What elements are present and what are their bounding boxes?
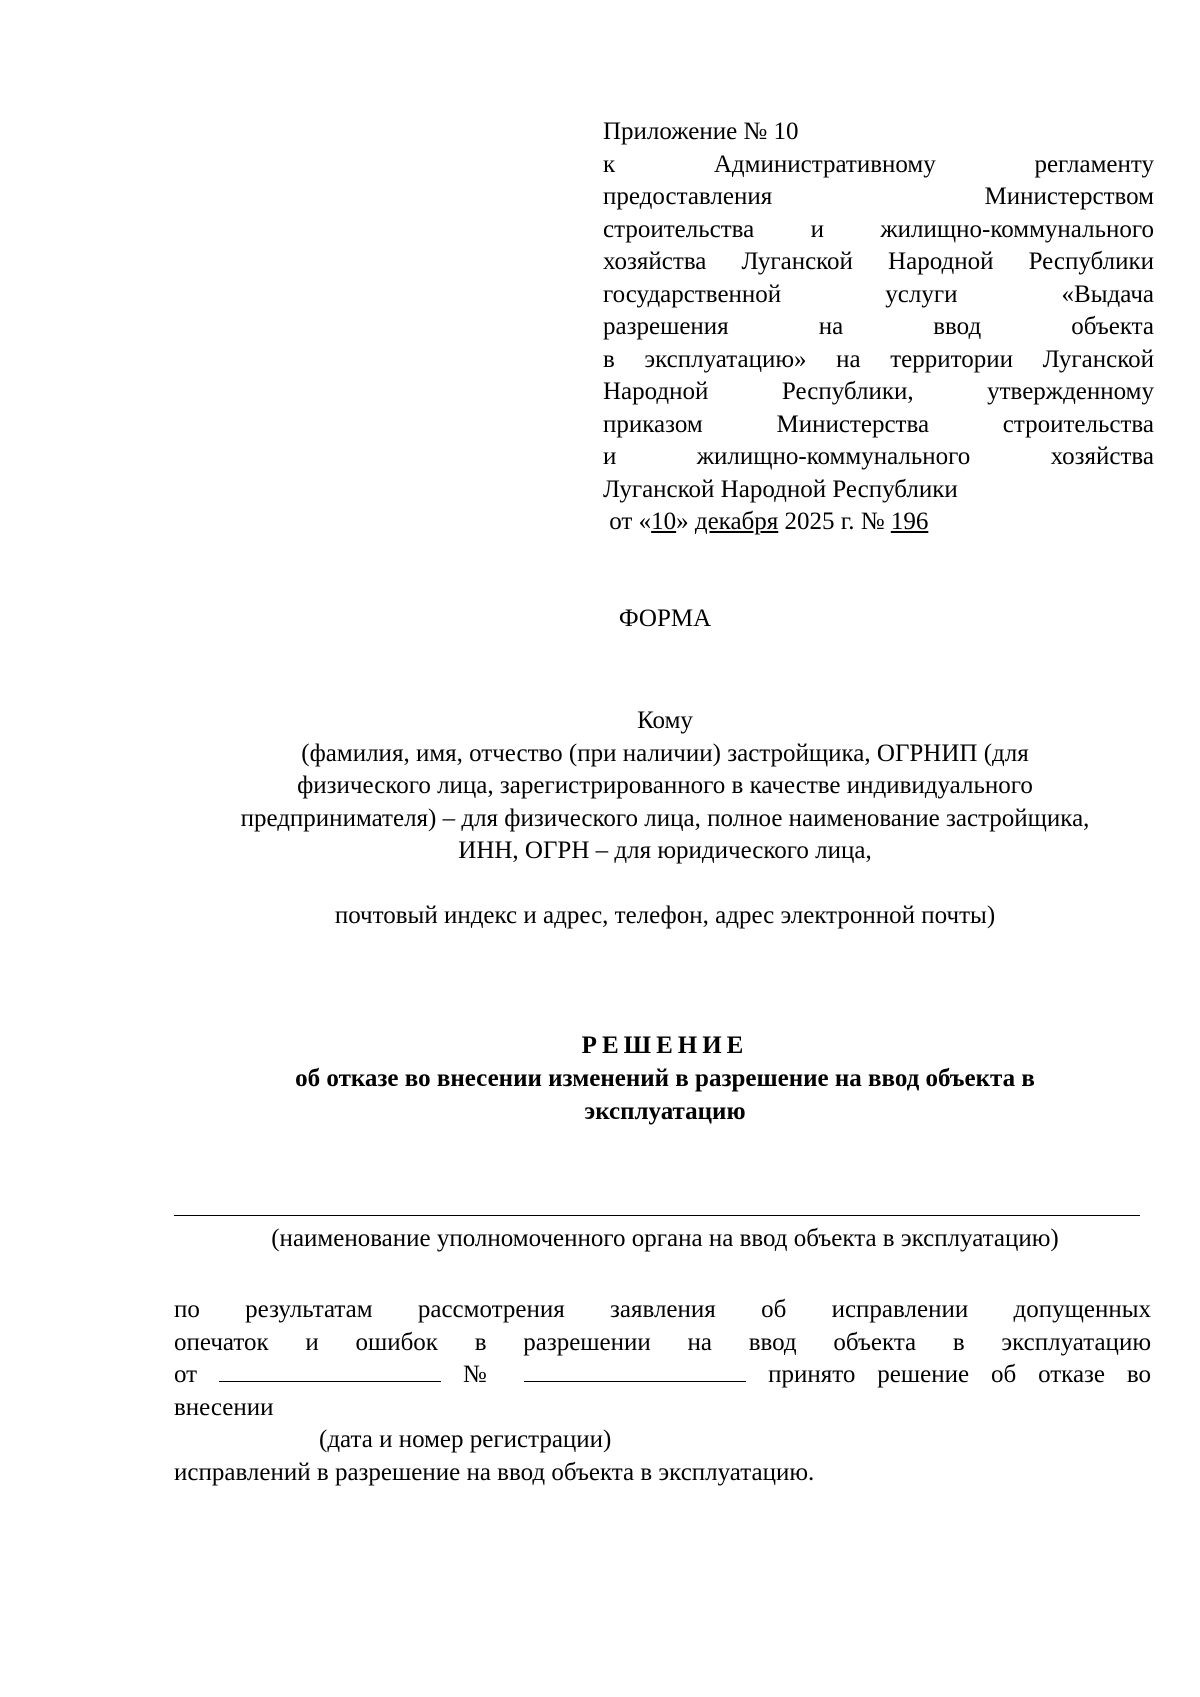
number-label: №: [462, 1361, 503, 1388]
appendix-line: в эксплуатацию» на территории Луганской: [603, 345, 1154, 373]
decision-subtitle: эксплуатацию: [584, 1098, 746, 1125]
body-line-part: принято решение об отказе во: [768, 1361, 1152, 1388]
decision-heading: [150, 1029, 1180, 1128]
appendix-line: приказом Министерства строительства: [603, 410, 1154, 438]
recipient-line: (фамилия, имя, отчество (при наличии) застройщика, ОГРНИП (для: [301, 739, 1029, 767]
recipient-block: [150, 705, 1180, 932]
order-number: 196: [890, 508, 929, 535]
appendix-line: предоставления Министерством: [603, 183, 1154, 210]
from-label: от: [174, 1361, 198, 1388]
body-line-part: в разрешении на ввод объекта в эксплуатацию: [474, 1328, 1151, 1356]
appendix-line: хозяйства Луганской Народной Республики: [603, 248, 1154, 275]
appendix-line: Народной Республики, утвержденному: [603, 378, 1154, 405]
appendix-date-line: [603, 506, 1154, 539]
registration-caption: (дата и номер регистрации): [319, 1426, 612, 1453]
date-prefix: от «: [609, 508, 652, 535]
appendix-block: [603, 116, 1154, 539]
appendix-line: государственной услуги «Выдача: [603, 280, 1154, 308]
body-line: по результатам рассмотрения заявления об исправлении допущенных: [174, 1296, 1151, 1323]
appendix-title: Приложение № 10: [603, 118, 799, 145]
date-separator: »: [676, 508, 695, 535]
date-year: 2025 г. №: [778, 508, 891, 535]
body-line: исправлений в разрешение на ввод объекта в эксплуатацию.: [174, 1458, 815, 1486]
appendix-line: Луганской Народной Республики: [603, 475, 958, 503]
appendix-line: разрешения на ввод объекта: [603, 313, 1154, 340]
body-line-part: опечаток и ошибок: [174, 1328, 438, 1356]
body-line: внесении: [174, 1393, 274, 1421]
recipient-line: ИНН, ОГРН – для юридического лица,: [458, 837, 872, 864]
decision-subtitle: об отказе во внесении изменений в разрешение на ввод объекта в: [295, 1065, 1035, 1092]
organ-caption: (наименование уполномоченного органа на ввод объекта в эксплуатацию): [271, 1225, 1059, 1252]
date-day: 10: [651, 508, 677, 535]
date-month: декабря: [694, 508, 779, 535]
decision-title: РЕШЕНИЕ: [581, 1032, 749, 1059]
appendix-line: строительства и жилищно-коммунального: [603, 215, 1154, 243]
date-blank: [219, 1359, 441, 1382]
appendix-line: к Административному регламенту: [603, 150, 1154, 178]
decision-body: [174, 1294, 1151, 1489]
appendix-line: и жилищно-коммунального хозяйства: [603, 443, 1154, 470]
recipient-line: предпринимателя) – для физического лица, полное наименование застройщика,: [240, 804, 1090, 832]
body-line-with-blanks: [174, 1359, 1151, 1392]
forma-label: ФОРМА: [618, 605, 712, 632]
recipient-gap: [150, 868, 1180, 900]
recipient-line: физического лица, зарегистрированного в качестве индивидуального: [297, 772, 1033, 799]
body-line: [174, 1327, 1151, 1360]
recipient-to-label: Кому: [637, 707, 693, 734]
recipient-line: почтовый индекс и адрес, телефон, адрес электронной почты): [334, 901, 996, 929]
organ-name-blank-line: [174, 1215, 1140, 1216]
number-blank: [524, 1359, 746, 1382]
